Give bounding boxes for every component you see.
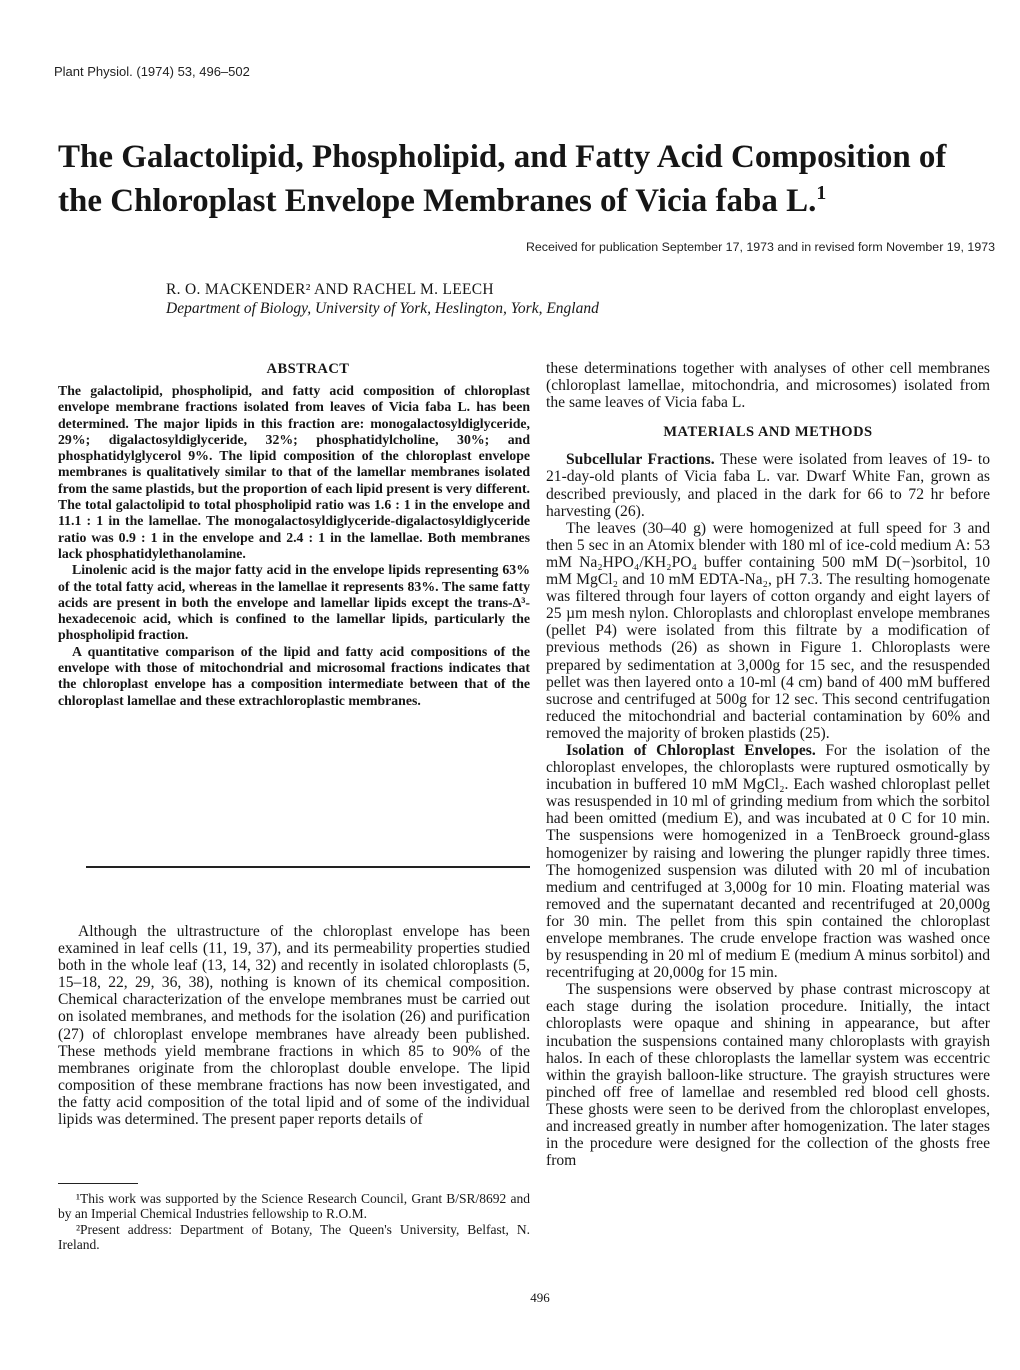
footnote: ²Present address: Department of Botany, The Queen's University, Belfast, N. Ireland. [58,1222,530,1252]
abstract-paragraph: Linolenic acid is the major fatty acid in the envelope lipids representing 63% of the total fatty acid, whereas in the lamellae it represents 83%. The same fatty acids are present in both the envelope and lamellar lipids except the trans-Δ³-hexadecenoic acid, which is confined to the lamellar lipids, particularly the phospholipid fraction. [58,562,530,643]
abstract-paragraph: A quantitative comparison of the lipid and fatty acid compositions of the envelope with those of mitochondrial and microsomal fractions indicates that the chloroplast envelope has a composition intermediate between that of the chloroplast lamellae and these extrachloroplastic membranes. [58,643,530,708]
footnote: ¹This work was supported by the Science Research Council, Grant B/SR/8692 and by an Imperial Chemical Industries fellowship to R.O.M. [58,1191,530,1221]
subsection-heading: Subcellular Fractions. [566,451,715,469]
received-date: Received for publication September 17, 1973 and in revised form November 19, 1973 [525,240,995,254]
methods-paragraph [546,742,990,981]
abstract-heading: ABSTRACT [266,361,350,377]
intro-continuation: these determinations together with analyses of other cell membranes (chloroplast lamellae, mitochondria, and microsomes) isolated from the same leaves of Vicia faba L. [546,360,990,412]
right-column [546,360,990,1169]
journal-citation: Plant Physiol. (1974) 53, 496–502 [54,64,250,79]
methods-paragraph: The leaves (30–40 g) were homogenized at full speed for 3 and then 5 sec in an Atomix blender with 180 ml of ice-cold medium A: 53 mM Na₂HPO₄/KH₂PO₄ buffer containing 500 mM D(−)sorbitol, 10 mM MgCl₂ and 10 mM EDTA-Na₂, pH 7.3. The resulting homogenate was filtered through four layers of cotton organdy and eight layers of 25 µm mesh nylon. Chloroplasts and chloroplast envelope membranes (pellet P4) were isolated from this filtrate by a modification of previous methods (26) as shown in Figure 1. Chloroplasts were prepared by sedimentation at 3,000g for 15 sec, and the resuspended pellet was then layered onto a 10-ml (4 cm) band of 400 mM buffered sucrose and centrifuged at 500g for 12 sec. This second centrifugation reduced the mitochondrial and bacterial contamination by 60% and removed the majority of broken plastids (25). [546,519,990,742]
title-footnote-mark: 1 [816,182,827,204]
footnotes [58,1191,530,1253]
affiliation: Department of Biology, University of York, Heslington, York, England [166,300,599,317]
methods-paragraph: The suspensions were observed by phase contrast microscopy at each stage during the isolation procedure. Initially, the intact chloroplasts were opaque and shining in appearance, but after incubation the suspensions contained many chloroplasts with grayish halos. In each of these chloroplasts the lamellar system was eccentric within the grayish balloon-like structure. The grayish structures were pinched off free of lamellae and resembled red blood cell ghosts. These ghosts were seen to be derived from the chloroplast envelopes, and increased greatly in number after homogenization. The later stages in the procedure were designed for the collection of the ghosts free from [546,981,990,1170]
title-line-1: The Galactolipid, Phospholipid, and Fatty Acid Composition of [58,139,947,175]
intro-text [58,923,530,1128]
page-number: 496 [530,1290,550,1305]
abstract-rule [86,866,530,868]
title-line-2 [58,179,978,223]
abstract-body [58,383,530,709]
authors: R. O. MACKENDER² AND RACHEL M. LEECH [166,281,494,298]
article-title [58,135,978,223]
methods-paragraph [546,451,990,519]
subsection-heading: Isolation of Chloroplast Envelopes. [566,741,816,759]
abstract-paragraph: The galactolipid, phospholipid, and fatty acid composition of chloroplast envelope membrane fractions isolated from leaves of Vicia faba L. has been determined. The major lipids in this fraction are: monogalactosyldiglyceride, 29%; digalactosyldiglyceride, 32%; phosphatidylcholine, 30%; and phosphatidylglycerol 9%. The lipid composition of the chloroplast envelope membranes is qualitatively similar to that of the lamellar membranes isolated from the same plastids, but the proportion of each lipid present is very different. The total galactolipid to total phospholipid ratio was 1.6 : 1 in the envelope and 11.1 : 1 in the lamellae. The monogalactosyldiglyceride-digalactosyldiglyceride ratio was 0.9 : 1 in the envelope and 2.4 : 1 in the lamellae. Both membranes lack phosphatidylethanolamine. [58,383,530,561]
methods-heading: MATERIALS AND METHODS [663,424,873,441]
subsection-text: These were isolated from leaves of 19- to 21-day-old plants of Vicia faba L. var. Dwarf White Fan, grown as described previously, and placed in the dark for 66 to 72 hr before harvesting (26). [546,451,991,520]
footnote-rule [58,1183,138,1184]
intro-paragraph: Although the ultrastructure of the chloroplast envelope has been examined in leaf cells (11, 19, 37), and its permeability properties studied both in the whole leaf (13, 14, 32) and recently in isolated chloroplasts (5, 15–18, 22, 29, 36, 38), nothing is known of its chemical composition. Chemical characterization of the envelope membranes must be carried out on isolated membranes, and methods for the isolation (26) and purification (27) of chloroplast envelope membranes have already been published. These methods yield membrane fractions in which 85 to 90% of the membranes originate from the chloroplast double envelope. The lipid composition of these membrane fractions has now been investigated, and the fatty acid composition of the total lipid and of some of the individual lipids was determined. The present paper reports details of [58,923,530,1129]
subsection-text: For the isolation of the chloroplast envelopes, the chloroplasts were ruptured osmotically by incubation in buffered 10 mM MgCl₂. Each washed chloroplast pellet was resuspended in 10 ml of grinding medium from which the sorbitol had been omitted (medium E), and was incubated at 0 C for 10 min. The suspensions were homogenized in a TenBroeck ground-glass homogenizer by raising and lowering the plunger rapidly three times. The homogenized suspension was diluted with 20 ml of incubation medium and centrifuged at 3,000g for 10 min. Floating material was removed and the supernatant decanted and recentrifuged at 20,000g for 30 min. The pellet from this spin contained the chloroplast envelope membranes. The crude envelope fraction was washed once by resuspending in 20 ml of medium E (medium A minus sorbitol) and recentrifuging at 20,000g for 15 min. [546,741,990,982]
title-line-2-text: the Chloroplast Envelope Membranes of Vicia faba L. [58,183,817,219]
